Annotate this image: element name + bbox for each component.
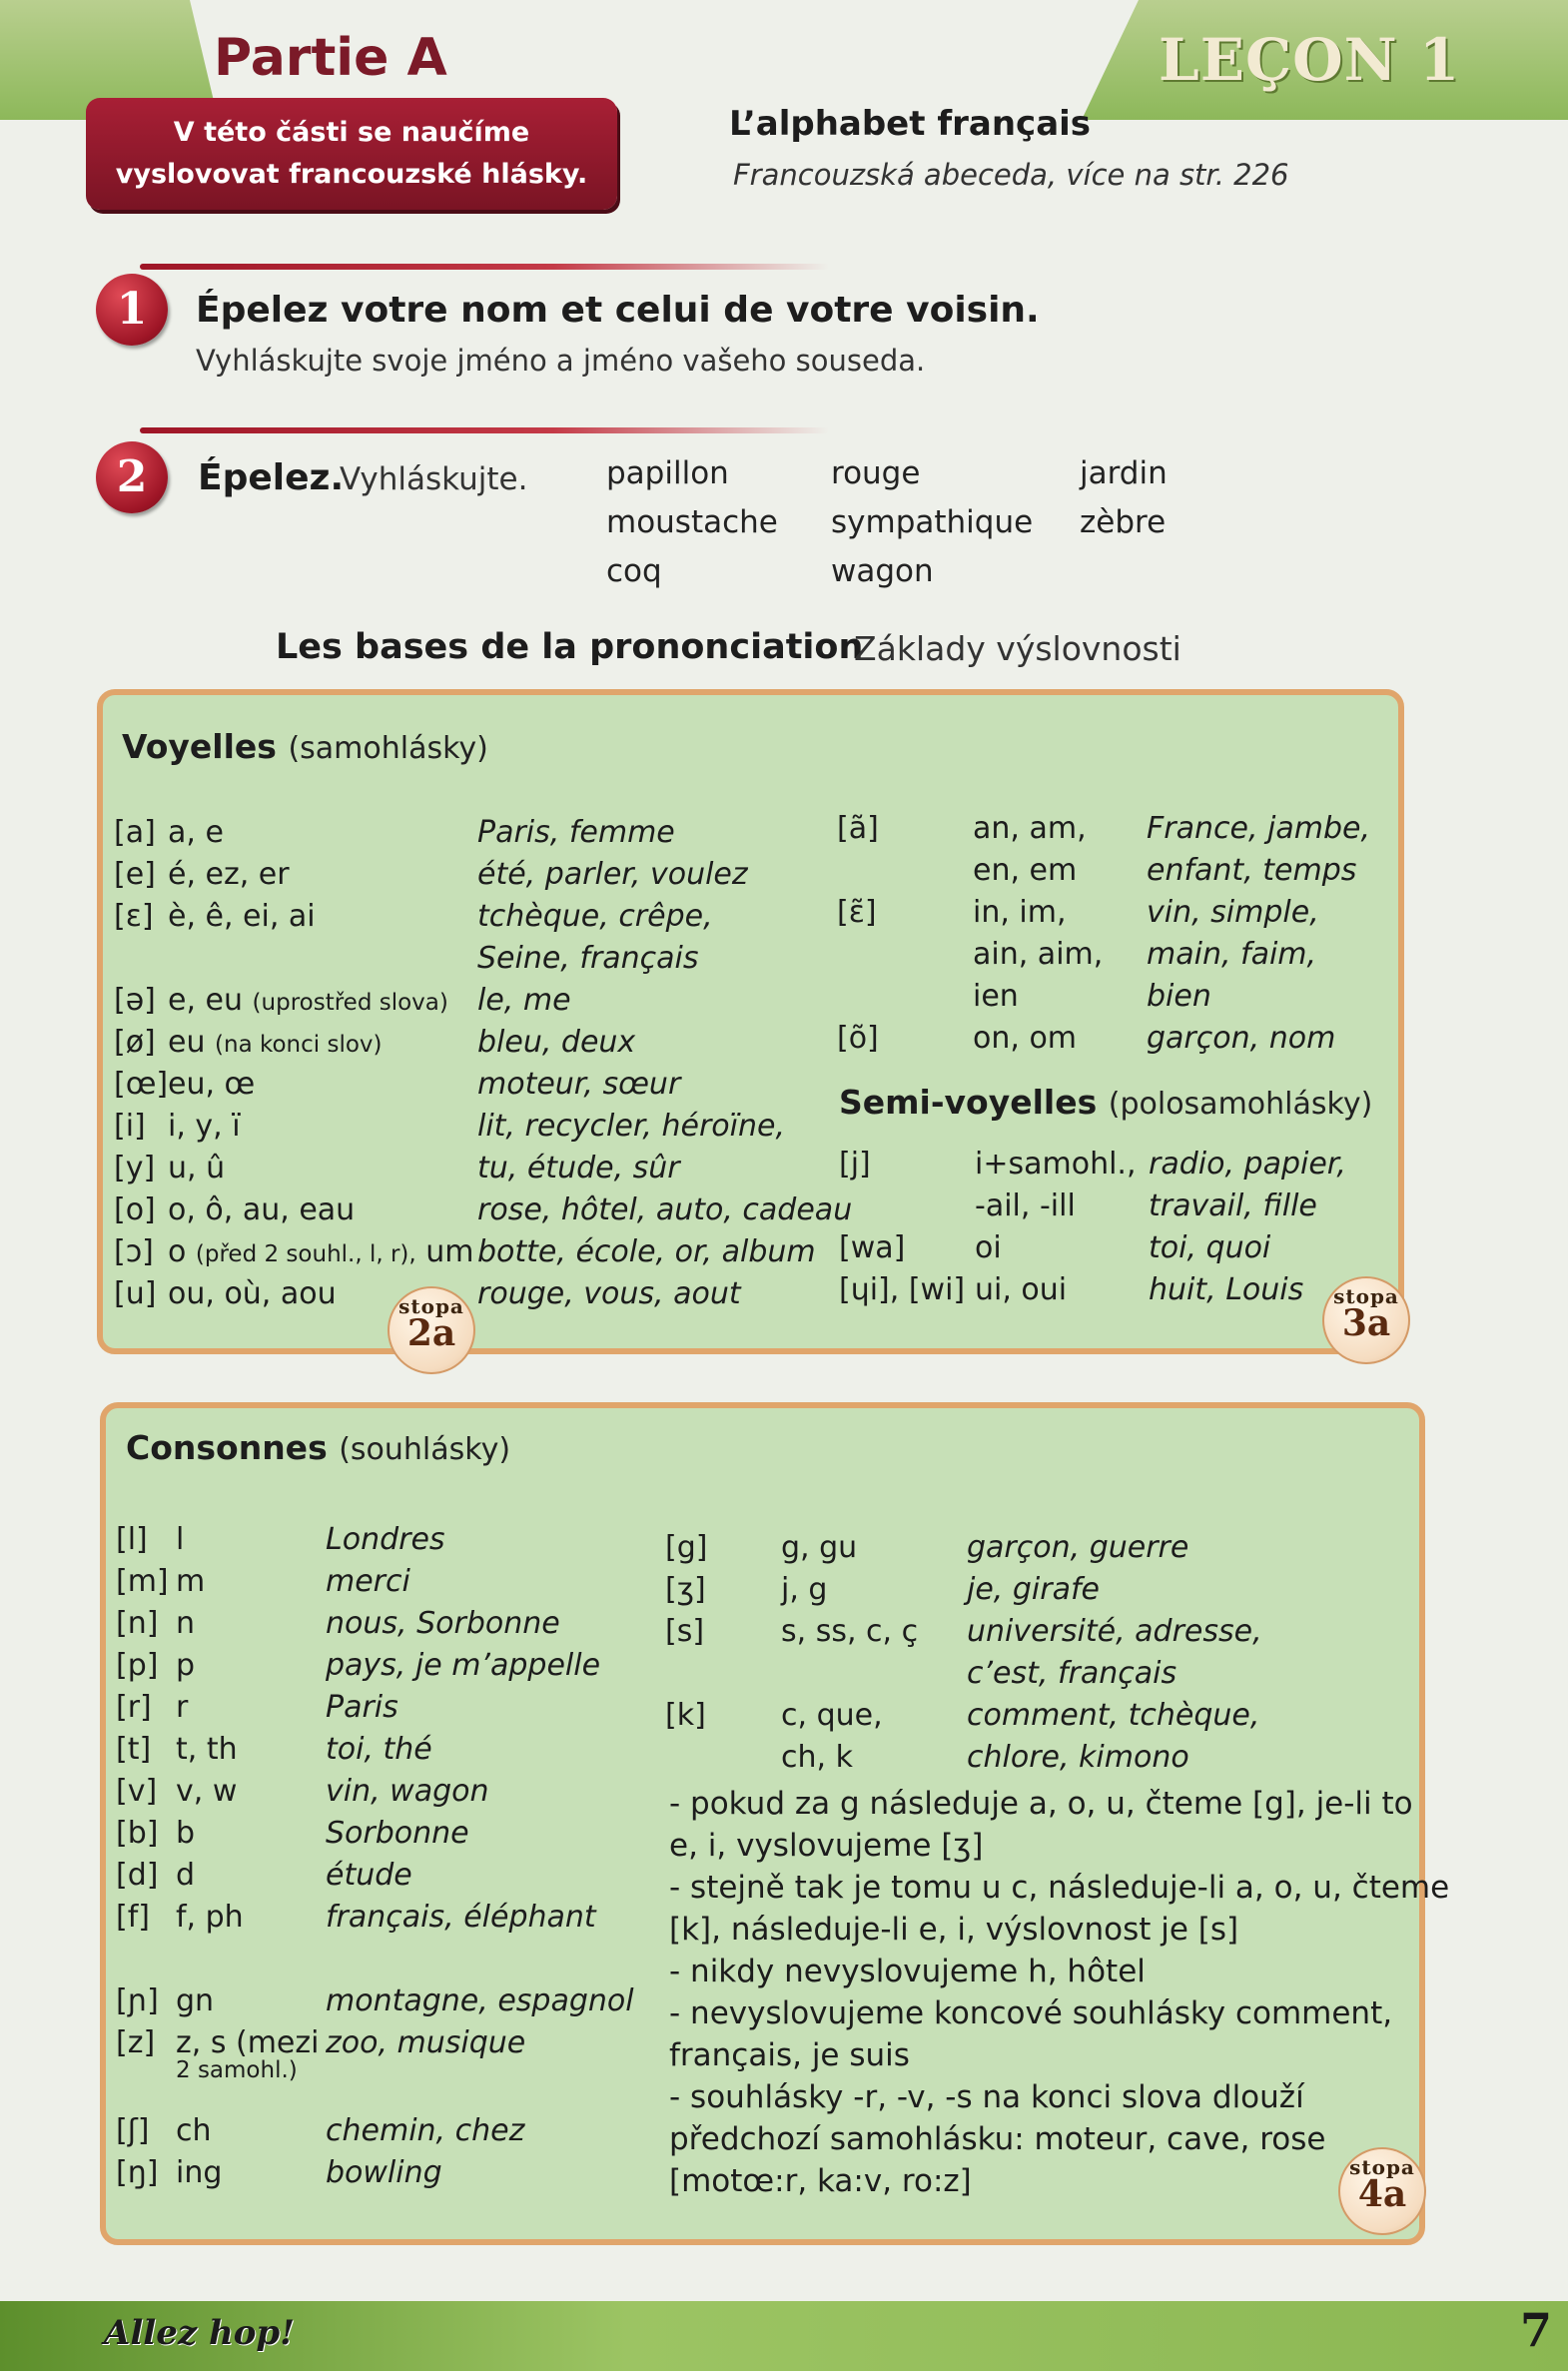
nasal-letters: ien <box>973 979 1019 1014</box>
alphabet-title: L’alphabet français <box>729 104 1092 144</box>
vowel-example: tchèque, crêpe, <box>477 899 713 934</box>
word-item: jardin <box>1080 455 1168 491</box>
audio-track-number: 3a <box>1341 1302 1391 1344</box>
consonant-example: pays, je m’appelle <box>326 1648 601 1683</box>
vowel-example: bleu, deux <box>477 1025 636 1060</box>
semi-vowels-title <box>839 1083 1372 1122</box>
consonant-letters: c, que, <box>781 1698 883 1733</box>
exercise-1-rule <box>140 264 829 270</box>
consonant-example: garçon, guerre <box>967 1530 1189 1565</box>
nasal-ipa: [ã] <box>837 811 879 846</box>
consonant-letters: g, gu <box>781 1530 858 1565</box>
consonant-example: zoo, musique <box>326 2025 526 2060</box>
consonant-ipa: [g] <box>665 1530 708 1565</box>
vowels-title-cz: (samohlásky) <box>288 731 488 766</box>
intro-line-2: vyslovovat francouzské hlásky. <box>115 159 588 190</box>
consonants-title <box>126 1428 510 1467</box>
vowel-example: été, parler, voulez <box>477 857 748 892</box>
consonant-example: toi, thé <box>326 1732 432 1767</box>
vowel-example: Paris, femme <box>477 815 675 850</box>
consonant-letters: f, ph <box>176 1900 244 1935</box>
consonant-example: je, girafe <box>967 1572 1100 1607</box>
audio-track-number: 2a <box>406 1312 456 1354</box>
vowel-example: rose, hôtel, auto, cadeau <box>477 1192 853 1227</box>
vowel-letters-text: o <box>168 1234 187 1269</box>
consonant-example: chemin, chez <box>326 2113 525 2148</box>
consonant-note-line: - stejně tak je tomu u c, následuje-li a, o, u, čteme <box>669 1870 1450 1906</box>
word-item: zèbre <box>1080 504 1167 540</box>
vowel-ipa: [y] <box>114 1151 156 1186</box>
vowel-ipa: [ɔ] <box>114 1234 154 1269</box>
consonant-ipa: [d] <box>116 1858 159 1893</box>
consonant-ipa: [ʃ] <box>116 2113 150 2148</box>
consonant-ipa: [v] <box>116 1774 158 1809</box>
consonant-example: vin, wagon <box>326 1774 489 1809</box>
nasal-ipa: [õ] <box>837 1021 879 1056</box>
vowel-ipa: [e] <box>114 857 156 892</box>
vowel-letters: i, y, ï <box>168 1109 241 1144</box>
consonant-letters: ch, k <box>781 1740 853 1775</box>
vowel-letters <box>168 983 448 1018</box>
vowel-example: tu, étude, sûr <box>477 1151 680 1186</box>
vowel-example: lit, recycler, héroïne, <box>477 1109 785 1144</box>
page-number: 7 <box>1520 2303 1553 2357</box>
semi-vowel-ipa: [wa] <box>839 1230 906 1265</box>
part-title: Partie A <box>214 28 447 88</box>
word-item: sympathique <box>831 504 1034 540</box>
consonant-note-line: - nikdy nevyslovujeme h, hôtel <box>669 1954 1146 1989</box>
semi-vowels-title-cz: (polosamohlásky) <box>1108 1087 1373 1122</box>
vowel-example: Seine, français <box>477 941 699 976</box>
vowel-letters <box>168 1025 383 1060</box>
exercise-2-number: 2 <box>96 441 168 513</box>
vowel-letters-extra: um <box>425 1234 474 1269</box>
vowel-letters <box>168 1234 474 1269</box>
consonants-title-fr: Consonnes <box>126 1428 328 1467</box>
word-item: papillon <box>606 455 729 491</box>
nasal-letters: en, em <box>973 853 1078 888</box>
semi-vowel-letters: ui, oui <box>975 1272 1068 1307</box>
consonants-box <box>100 1402 1425 2245</box>
consonant-ipa: [z] <box>116 2025 156 2060</box>
consonant-note-line: [motœ:r, ka:v, ro:z] <box>669 2163 972 2199</box>
audio-track-label: stopa <box>1333 1284 1399 1308</box>
section-subtitle: Základy výslovnosti <box>854 629 1181 668</box>
semi-vowel-ipa: [ɥi], [wi] <box>839 1272 966 1307</box>
consonant-letters: ch <box>176 2113 212 2148</box>
semi-vowel-ipa: [j] <box>839 1147 871 1182</box>
vowel-ipa: [i] <box>114 1109 146 1144</box>
semi-vowel-example: toi, quoi <box>1149 1230 1271 1265</box>
consonant-letters: t, th <box>176 1732 238 1767</box>
consonant-example: Sorbonne <box>326 1816 469 1851</box>
consonant-ipa: [n] <box>116 1606 159 1641</box>
nasal-letters: ain, aim, <box>973 937 1104 972</box>
word-item: moustache <box>606 504 778 540</box>
consonant-letters: v, w <box>176 1774 238 1809</box>
consonant-ipa: [b] <box>116 1816 159 1851</box>
consonant-ipa: [t] <box>116 1732 152 1767</box>
consonant-note-line: français, je suis <box>669 2037 910 2073</box>
audio-track-badge-4a[interactable] <box>1338 2147 1426 2235</box>
vowel-ipa: [ø] <box>114 1025 156 1060</box>
audio-track-badge-3a[interactable] <box>1322 1276 1410 1364</box>
vowel-ipa: [o] <box>114 1192 156 1227</box>
consonant-ipa: [s] <box>665 1614 705 1649</box>
audio-track-label: stopa <box>398 1294 464 1318</box>
semi-vowels-title-fr: Semi-voyelles <box>839 1083 1098 1122</box>
consonant-example: nous, Sorbonne <box>326 1606 560 1641</box>
consonant-ipa: [f] <box>116 1900 150 1935</box>
consonant-letters: j, g <box>781 1572 828 1607</box>
vowel-ipa: [ɛ] <box>114 899 154 934</box>
consonant-note-line: [k], následuje-li e, i, výslovnost je [s] <box>669 1912 1239 1948</box>
semi-vowel-example: radio, papier, <box>1149 1147 1346 1182</box>
lesson-title: LEÇON 1 <box>1159 26 1461 94</box>
audio-track-number: 4a <box>1357 2173 1407 2215</box>
vowel-example: moteur, sœur <box>477 1067 681 1102</box>
word-item: rouge <box>831 455 921 491</box>
semi-vowel-example: huit, Louis <box>1149 1272 1304 1307</box>
intro-line-1: V této části se naučíme <box>173 117 530 148</box>
nasal-example: France, jambe, <box>1147 811 1370 846</box>
word-item: wagon <box>831 553 934 589</box>
semi-vowel-letters: -ail, -ill <box>975 1188 1076 1223</box>
consonant-example: chlore, kimono <box>967 1740 1189 1775</box>
semi-vowel-letters: i+samohl., <box>975 1147 1137 1182</box>
consonant-example: comment, tchèque, <box>967 1698 1260 1733</box>
vowels-title-fr: Voyelles <box>122 727 277 766</box>
vowel-ipa: [u] <box>114 1276 157 1311</box>
semi-vowel-letters: oi <box>975 1230 1002 1265</box>
vowel-letters: a, e <box>168 815 224 850</box>
nasal-ipa: [ɛ̃] <box>837 895 877 930</box>
nasal-example: garçon, nom <box>1147 1021 1336 1056</box>
consonant-note-line: e, i, vyslovujeme [ʒ] <box>669 1828 984 1864</box>
consonant-example: université, adresse, <box>967 1614 1262 1649</box>
consonant-example: Londres <box>326 1522 445 1557</box>
consonant-letters: l <box>176 1522 185 1557</box>
nasal-example: bien <box>1147 979 1211 1014</box>
consonant-note-line: - pokud za g následuje a, o, u, čteme [g], je-li to <box>669 1786 1413 1822</box>
nasal-letters: an, am, <box>973 811 1087 846</box>
audio-track-badge-2a[interactable] <box>388 1286 475 1374</box>
nasal-example: enfant, temps <box>1147 853 1357 888</box>
vowel-letters: é, ez, er <box>168 857 290 892</box>
consonant-letters: 2 samohl.) <box>176 2057 298 2083</box>
consonant-example: bowling <box>326 2155 442 2190</box>
consonants-title-cz: (souhlásky) <box>339 1432 511 1467</box>
exercise-1-subtitle: Vyhláskujte svoje jméno a jméno vašeho souseda. <box>196 344 926 378</box>
nasal-example: main, faim, <box>1147 937 1317 972</box>
section-title: Les bases de la prononciation <box>276 627 864 667</box>
consonant-letters: m <box>176 1564 206 1599</box>
vowel-note: (před 2 souhl., l, r), <box>195 1241 416 1267</box>
vowel-letters: o, ô, au, eau <box>168 1192 356 1227</box>
vowel-ipa: [ə] <box>114 983 156 1018</box>
consonant-letters: gn <box>176 1983 215 2018</box>
consonant-letters: d <box>176 1858 196 1893</box>
consonant-example: c’est, français <box>967 1656 1177 1691</box>
nasal-letters: in, im, <box>973 895 1067 930</box>
footer-brand: Allez hop! <box>104 2313 296 2353</box>
consonant-letters: r <box>176 1690 189 1725</box>
consonant-letters: p <box>176 1648 196 1683</box>
consonant-ipa: [ɲ] <box>116 1983 159 2018</box>
vowel-example: rouge, vous, aout <box>477 1276 741 1311</box>
consonant-ipa: [ʒ] <box>665 1572 706 1607</box>
vowel-letters: è, ê, ei, ai <box>168 899 316 934</box>
exercise-2-title: Épelez. <box>198 457 345 498</box>
consonant-example: français, éléphant <box>326 1900 596 1935</box>
consonant-example: montagne, espagnol <box>326 1983 634 2018</box>
vowel-letters-text: e, eu <box>168 983 243 1018</box>
vowel-ipa: [œ] <box>114 1067 169 1102</box>
consonant-example: merci <box>326 1564 410 1599</box>
vowel-letters-text: eu <box>168 1025 206 1060</box>
consonant-ipa: [k] <box>665 1698 706 1733</box>
consonant-example: Paris <box>326 1690 398 1725</box>
consonant-letters: b <box>176 1816 196 1851</box>
vowel-example: le, me <box>477 983 571 1018</box>
consonant-letters: z, s (mezi <box>176 2025 320 2060</box>
consonant-ipa: [ŋ] <box>116 2155 159 2190</box>
vowel-letters: ou, où, aou <box>168 1276 337 1311</box>
consonant-ipa: [l] <box>116 1522 148 1557</box>
vowel-note: (na konci slov) <box>215 1032 383 1058</box>
audio-track-label: stopa <box>1349 2155 1415 2179</box>
consonant-note-line: předchozí samohlásku: moteur, cave, rose <box>669 2121 1326 2157</box>
word-item: coq <box>606 553 662 589</box>
intro-box <box>86 98 617 210</box>
consonant-example: étude <box>326 1858 412 1893</box>
exercise-1-title: Épelez votre nom et celui de votre voisin. <box>196 290 1040 331</box>
vowel-example: botte, école, or, album <box>477 1234 816 1269</box>
exercise-2-rule <box>140 427 829 433</box>
consonant-letters: n <box>176 1606 196 1641</box>
vowel-letters: eu, œ <box>168 1067 256 1102</box>
consonant-letters: ing <box>176 2155 223 2190</box>
nasal-example: vin, simple, <box>1147 895 1319 930</box>
vowel-ipa: [a] <box>114 815 156 850</box>
consonant-letters: s, ss, c, ç <box>781 1614 919 1649</box>
exercise-2-title-cz: Vyhláskujte. <box>340 461 528 497</box>
consonant-note-line: - nevyslovujeme koncové souhlásky comment, <box>669 1995 1393 2031</box>
exercise-1-number: 1 <box>96 274 168 346</box>
nasal-letters: on, om <box>973 1021 1078 1056</box>
vowel-letters: u, û <box>168 1151 226 1186</box>
consonant-ipa: [r] <box>116 1690 152 1725</box>
consonant-note-line: - souhlásky -r, -v, -s na konci slova dlouží <box>669 2079 1304 2115</box>
vowels-title <box>122 727 488 766</box>
vowel-note: (uprostřed slova) <box>252 990 448 1016</box>
semi-vowel-example: travail, fille <box>1149 1188 1317 1223</box>
consonant-ipa: [m] <box>116 1564 169 1599</box>
consonant-ipa: [p] <box>116 1648 159 1683</box>
alphabet-subtitle: Francouzská abeceda, více na str. 226 <box>733 158 1289 192</box>
